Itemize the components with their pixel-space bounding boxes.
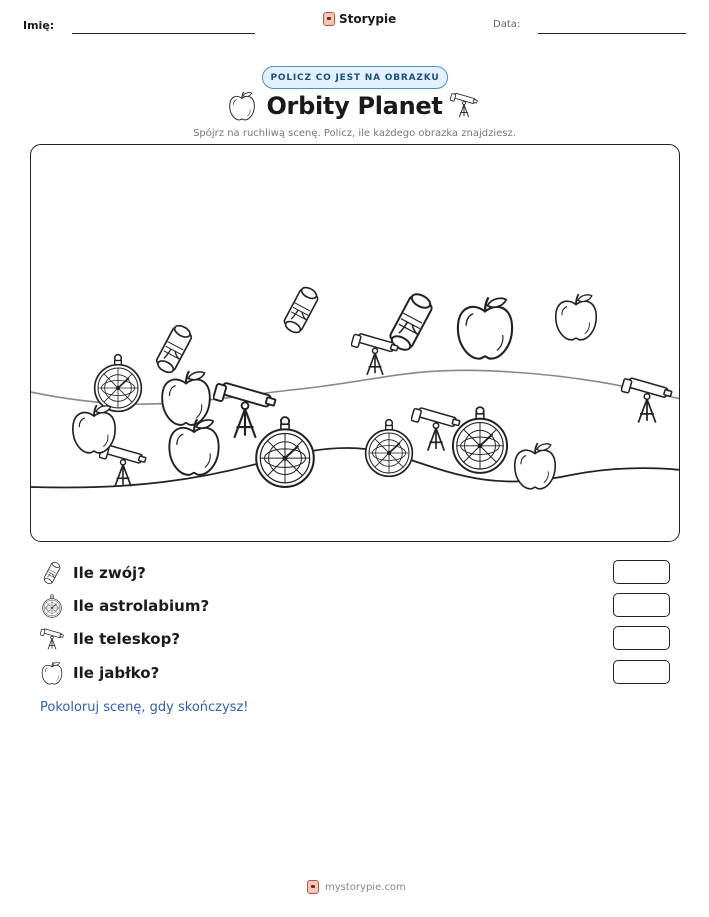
scroll-icon — [389, 291, 433, 352]
storypie-logo-icon — [307, 880, 319, 894]
question-row — [40, 560, 670, 586]
apple-icon — [515, 443, 555, 489]
brand — [323, 12, 396, 26]
footer-url: mystorypie.com — [325, 881, 406, 893]
instruction-badge: POLICZ CO JEST NA OBRAZKU — [262, 66, 448, 89]
answer-box[interactable] — [613, 560, 670, 584]
question-text: Ile zwój? — [73, 564, 146, 582]
apple-icon — [556, 294, 596, 340]
brand-name: Storypie — [339, 12, 397, 26]
scroll-icon — [40, 561, 64, 585]
telescope-icon — [40, 627, 64, 651]
astrolabe-icon — [40, 594, 64, 618]
question-row — [40, 593, 670, 619]
telescope-icon — [213, 382, 276, 437]
counting-scene[interactable] — [30, 144, 680, 542]
astrolabe-icon — [95, 355, 142, 412]
page-title: Orbity Planet — [266, 92, 443, 120]
answer-box[interactable] — [613, 593, 670, 617]
footer-brand — [307, 880, 406, 894]
name-write-line[interactable] — [72, 33, 255, 34]
scroll-icon — [155, 323, 192, 374]
name-label: Imię: — [23, 19, 55, 32]
coloring-instruction: Pokoloruj scenę, gdy skończysz! — [40, 700, 249, 715]
apple-icon — [458, 297, 512, 358]
telescope-icon — [450, 90, 478, 120]
astrolabe-icon — [453, 407, 507, 473]
question-row — [40, 660, 670, 686]
date-label: Data: — [493, 19, 521, 30]
astrolabe-icon — [256, 417, 314, 487]
apple-icon — [162, 371, 210, 425]
question-text: Ile jabłko? — [73, 664, 160, 682]
date-write-line[interactable] — [538, 33, 686, 34]
astrolabe-icon — [366, 420, 413, 477]
answer-box[interactable] — [613, 626, 670, 650]
question-row — [40, 626, 670, 652]
subtitle: Spójrz na ruchliwą scenę. Policz, ile każdego obrazka znajdziesz. — [193, 128, 516, 139]
answer-box[interactable] — [613, 660, 670, 684]
scroll-icon — [283, 285, 319, 334]
apple-icon — [73, 405, 115, 453]
apple-icon — [40, 661, 64, 685]
telescope-icon — [621, 378, 672, 423]
question-text: Ile teleskop? — [73, 630, 181, 648]
question-text: Ile astrolabium? — [73, 597, 210, 615]
apple-icon — [169, 419, 218, 475]
storypie-logo-icon — [323, 12, 335, 26]
